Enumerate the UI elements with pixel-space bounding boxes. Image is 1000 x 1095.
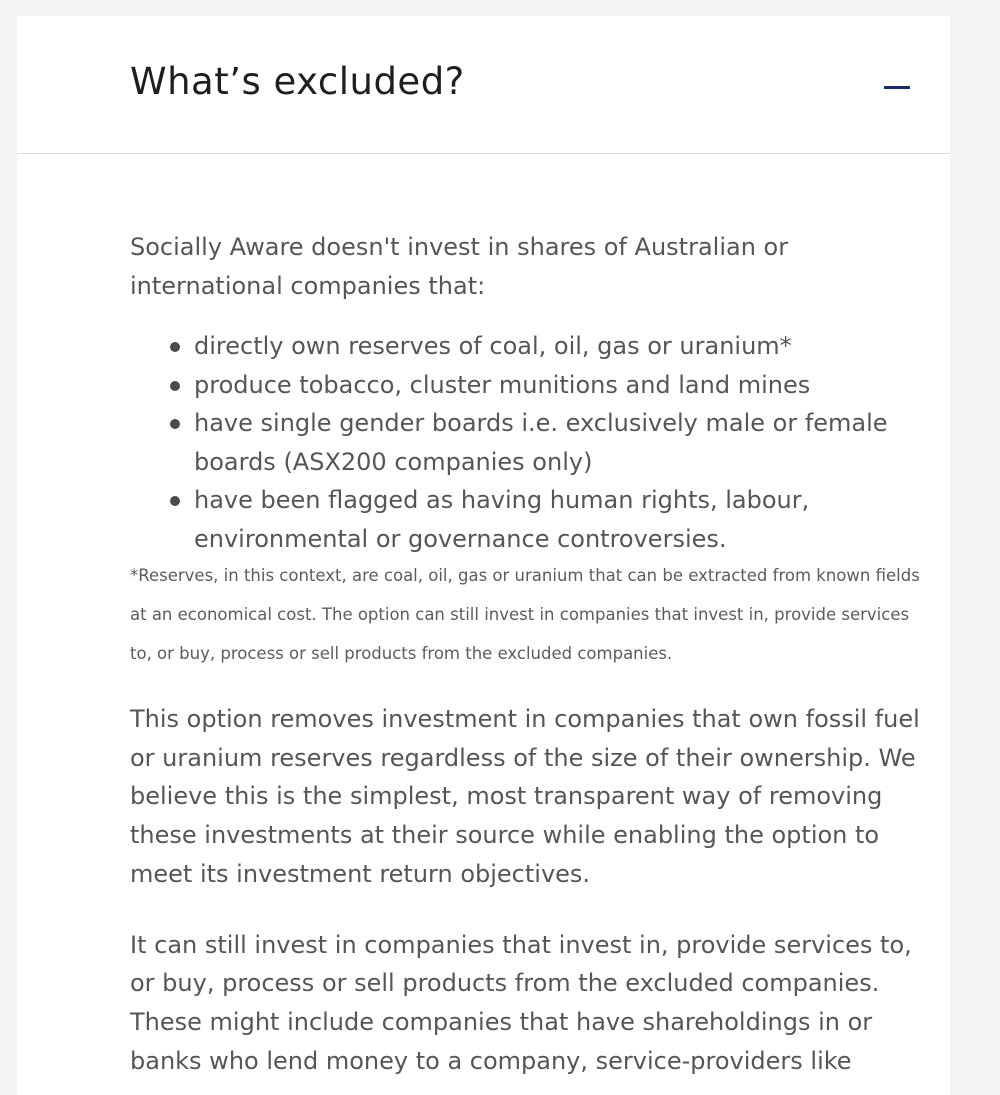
list-item-text: have single gender boards i.e. exclusively male or female boards (ASX200 companies only) bbox=[194, 409, 888, 476]
accordion-content bbox=[130, 228, 920, 1080]
list-item-text: have been flagged as having human rights, labour, environmental or governance controversies. bbox=[194, 486, 810, 553]
section-title: What’s excluded? bbox=[130, 60, 465, 103]
intro-text: Socially Aware doesn't invest in shares of Australian or international companies that: bbox=[130, 233, 789, 300]
reserves-footnote: *Reserves, in this context, are coal, oil, gas or uranium that can be extracted from known fields at an economical cost. The option can still invest in companies that invest in, provide services to, or buy, process or sell products from the excluded companies. bbox=[130, 566, 920, 663]
list-item bbox=[194, 366, 920, 405]
accordion-card bbox=[17, 16, 950, 1095]
bullet-icon bbox=[170, 381, 180, 391]
bullet-icon bbox=[170, 342, 180, 352]
list-item bbox=[194, 404, 920, 481]
explanation-paragraph: This option removes investment in companies that own fossil fuel or uranium reserves regardless of the size of their ownership. We believe this is the simplest, most transparent way of removing these investments at their source while enabling the option to meet its investment return objectives. bbox=[130, 705, 920, 888]
minus-icon bbox=[884, 86, 910, 89]
list-item-text: directly own reserves of coal, oil, gas or uranium* bbox=[194, 332, 792, 360]
still-invest-paragraph: It can still invest in companies that invest in, provide services to, or buy, process or sell products from the excluded companies. These might include companies that have shareholdings in or banks who lend money to a company, service-providers like bbox=[130, 930, 912, 1075]
list-item bbox=[194, 481, 920, 558]
bullet-icon bbox=[170, 419, 180, 429]
list-item-text: produce tobacco, cluster munitions and land mines bbox=[194, 370, 811, 399]
accordion-header[interactable] bbox=[17, 16, 950, 154]
collapse-button[interactable] bbox=[881, 68, 913, 100]
list-item bbox=[194, 327, 920, 366]
exclusion-list bbox=[130, 327, 920, 558]
bullet-icon bbox=[170, 496, 180, 506]
